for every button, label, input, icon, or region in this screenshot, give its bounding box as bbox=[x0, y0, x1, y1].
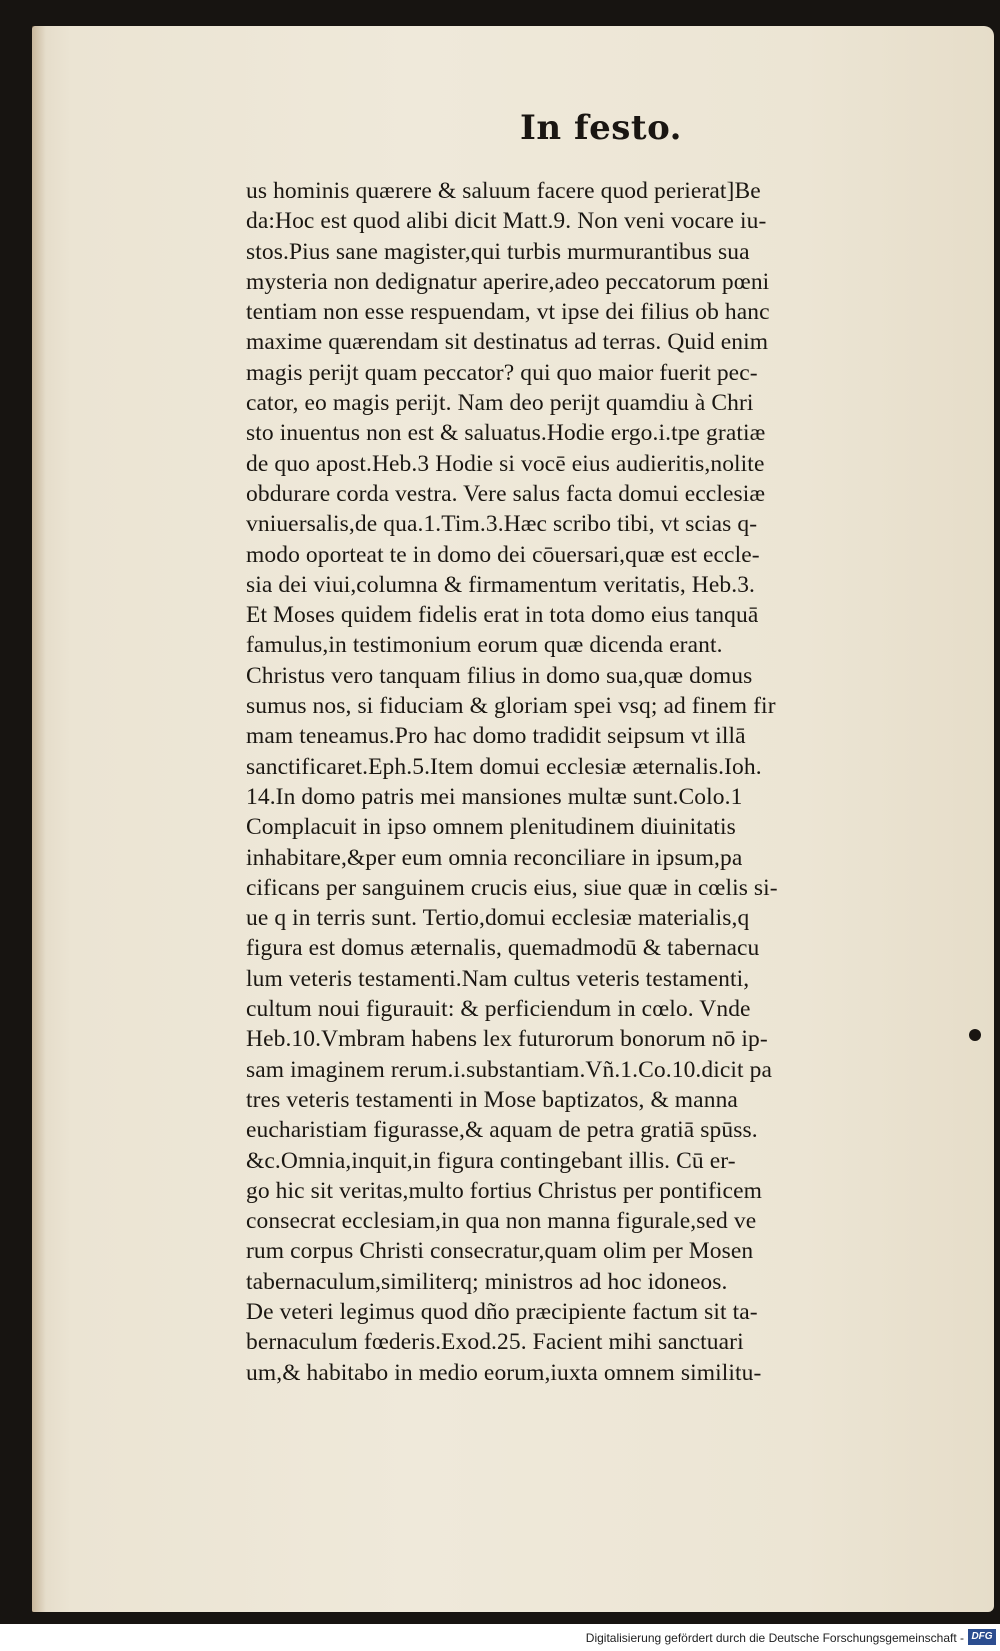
text-line: cificans per sanguinem crucis eius, siue quæ in cœlis si- bbox=[246, 874, 778, 901]
text-line: sia dei viui,columna & firmamentum veritatis, Heb.3. bbox=[246, 571, 756, 598]
text-line: rum corpus Christi consecratur,quam olim per Mosen bbox=[246, 1238, 754, 1265]
text-line: maxime quærendam sit destinatus ad terras. Quid enim bbox=[246, 329, 769, 356]
text-line: magis perijt quam peccator? qui quo maior fuerit pec- bbox=[246, 359, 758, 386]
page-gutter-shadow bbox=[32, 26, 46, 1612]
text-line: sanctificaret.Eph.5.Item domui ecclesiæ æternalis.Ioh. bbox=[246, 753, 762, 780]
dfg-logo: DFG bbox=[968, 1629, 996, 1645]
text-line: obdurare corda vestra. Vere salus facta domui ecclesiæ bbox=[246, 480, 766, 507]
body-text bbox=[246, 176, 906, 1388]
text-line: mysteria non dedignatur aperire,adeo peccatorum pœni bbox=[246, 268, 770, 295]
text-line: de quo apost.Heb.3 Hodie si vocē eius audieritis,nolite bbox=[246, 450, 765, 477]
text-line: sumus nos, si fiduciam & gloriam spei vsq; ad finem fir bbox=[246, 693, 776, 720]
text-line: consecrat ecclesiam,in qua non manna figurale,sed ve bbox=[246, 1208, 757, 1235]
text-line: sto inuentus non est & saluatus.Hodie ergo.i.tpe gratiæ bbox=[246, 420, 766, 447]
text-line: eucharistiam figurasse,& aquam de petra gratiā spūss. bbox=[246, 1117, 758, 1144]
text-line: sam imaginem rerum.i.substantiam.Vñ.1.Co.10.dicit pa bbox=[246, 1056, 773, 1083]
funding-credit: Digitalisierung gefördert durch die Deutsche Forschungsgemeinschaft - bbox=[585, 1631, 964, 1645]
ink-spot bbox=[969, 1029, 981, 1041]
text-line: Et Moses quidem fidelis erat in tota domo eius tanquā bbox=[246, 602, 759, 629]
text-line: tres veteris testamenti in Mose baptizatos, & manna bbox=[246, 1086, 738, 1113]
text-line: Complacuit in ipso omnem plenitudinem diuinitatis bbox=[246, 814, 736, 841]
text-line: um,& habitabo in medio eorum,iuxta omnem similitu- bbox=[246, 1359, 762, 1386]
footer-bar bbox=[0, 1624, 1000, 1651]
text-line: &c.Omnia,inquit,in figura contingebant illis. Cū er- bbox=[246, 1147, 736, 1174]
text-line: Heb.10.Vmbram habens lex futurorum bonorum nō ip- bbox=[246, 1026, 768, 1053]
text-line: tabernaculum,similiterq; ministros ad hoc idoneos. bbox=[246, 1268, 728, 1295]
text-line: famulus,in testimonium eorum quæ dicenda erant. bbox=[246, 632, 723, 659]
text-line: go hic sit veritas,multo fortius Christus per pontificem bbox=[246, 1177, 763, 1204]
text-line: us hominis quærere & saluum facere quod perierat]Be bbox=[246, 178, 761, 204]
text-line: figura est domus æternalis, quemadmodū & tabernacu bbox=[246, 935, 760, 962]
text-line: vniuersalis,de qua.1.Tim.3.Hæc scribo tibi, vt scias q- bbox=[246, 511, 758, 538]
text-line: 14.In domo patris mei mansiones multæ sunt.Colo.1 bbox=[246, 783, 743, 810]
text-line: ue q in terris sunt. Tertio,domui ecclesiæ materialis,q bbox=[246, 905, 750, 932]
text-line: stos.Pius sane magister,qui turbis murmurantibus sua bbox=[246, 238, 750, 265]
text-line: De veteri legimus quod dño præcipiente factum sit ta- bbox=[246, 1298, 758, 1325]
text-line: cultum noui figurauit: & perficiendum in cœlo. Vnde bbox=[246, 996, 751, 1023]
text-line: cator, eo magis perijt. Nam deo perijt quamdiu à Chri bbox=[246, 390, 754, 417]
text-line: modo oporteat te in domo dei cōuersari,quæ est eccle- bbox=[246, 541, 760, 568]
text-line: mam teneamus.Pro hac domo tradidit seipsum vt illā bbox=[246, 723, 746, 750]
text-line: bernaculum fœderis.Exod.25. Facient mihi sanctuari bbox=[246, 1329, 744, 1356]
text-line: inhabitare,&per eum omnia reconciliare in ipsum,pa bbox=[246, 844, 743, 871]
running-head: In festo. bbox=[520, 108, 682, 148]
text-line: da:Hoc est quod alibi dicit Matt.9. Non veni vocare iu- bbox=[246, 208, 767, 235]
text-line: Christus vero tanquam filius in domo sua,quæ domus bbox=[246, 662, 753, 689]
text-line: tentiam non esse respuendam, vt ipse dei filius ob hanc bbox=[246, 299, 770, 326]
text-line: lum veteris testamenti.Nam cultus veteris testamenti, bbox=[246, 965, 750, 992]
